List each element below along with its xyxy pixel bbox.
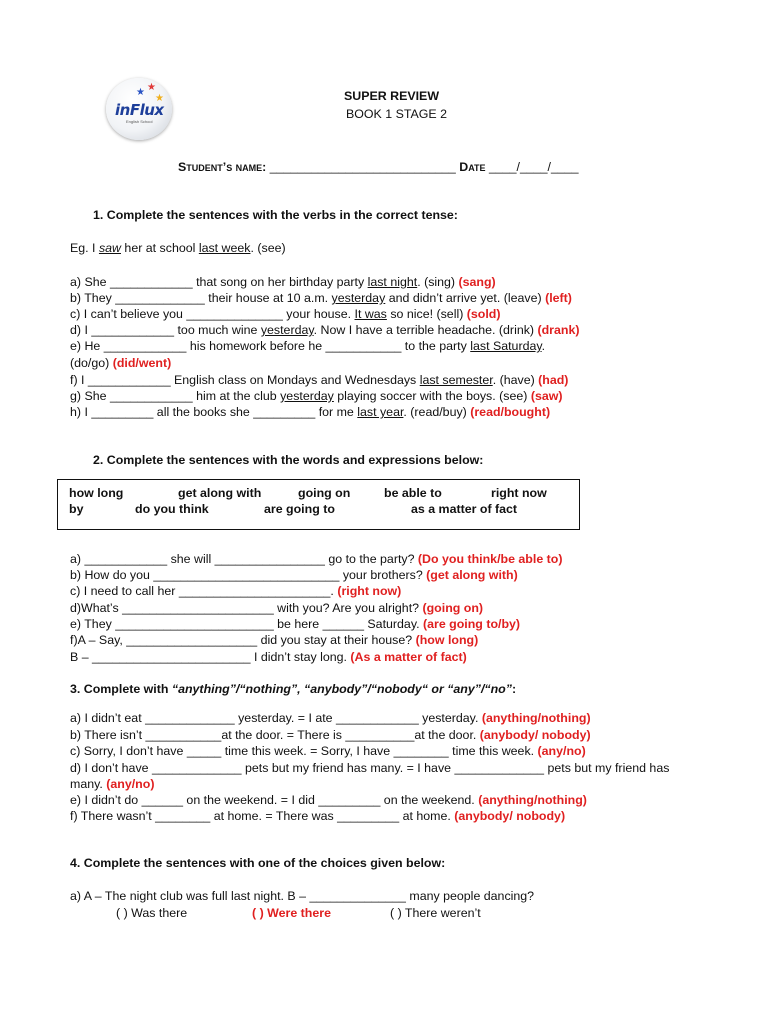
answer: (anybody/ nobody): [479, 728, 591, 742]
text: :: [511, 682, 517, 696]
text: B – _______________________ I didn’t stay long.: [70, 650, 351, 664]
time-marker: last semester: [419, 373, 493, 387]
answer: (anybody/ nobody): [454, 809, 566, 823]
answer: (left): [545, 291, 572, 305]
exercise-1d: [70, 322, 579, 338]
time-marker: last night: [367, 275, 418, 289]
exercise-3b: [70, 727, 591, 743]
exercise-1h: [70, 404, 550, 420]
answer: (right now): [337, 584, 402, 598]
exercise-2b: [70, 567, 518, 583]
text: . (read/buy): [403, 405, 471, 419]
exercise-3d: [70, 760, 669, 776]
text: her at school: [120, 241, 199, 255]
time-marker: yesterday: [260, 323, 314, 337]
text: so nice! (sell): [386, 307, 467, 321]
star-icon: ★: [136, 87, 145, 98]
section-2-heading: 2. Complete the sentences with the words and expressions below:: [93, 453, 484, 467]
section-1-heading: 1. Complete the sentences with the verbs in the correct tense:: [93, 208, 458, 222]
text: c) Sorry, I don’t have _____ time this week. = Sorry, I have ________ time this week.: [70, 744, 538, 758]
exercise-1e: [70, 338, 545, 354]
exercise-1e-cont: [70, 355, 171, 371]
exercise-2f-reply: [70, 649, 467, 665]
choice-2-correct: ( ) Were there: [252, 906, 331, 920]
time-marker: yesterday: [331, 291, 386, 305]
answer: (sang): [458, 275, 496, 289]
answer: (read/bought): [470, 405, 551, 419]
answer: (are going to/by): [422, 617, 521, 631]
word-bank-item: going on: [298, 486, 351, 500]
text: .: [541, 339, 546, 353]
exercise-2f: [70, 632, 478, 648]
answer: (sold): [466, 307, 501, 321]
example-line: [70, 240, 286, 256]
word-bank-item: get along with: [178, 486, 262, 500]
answer: (had): [538, 373, 569, 387]
text: d) I don’t have _____________ pets but my friend has many. = I have _____________ pets but my friend has: [70, 761, 670, 775]
student-info-row: [178, 160, 579, 174]
text: many.: [70, 777, 107, 791]
text: f) There wasn’t ________ at home. = There was _________ at home.: [70, 809, 455, 823]
exercise-4a: a) A – The night club was full last night. B – ______________ many people dancing?: [70, 889, 535, 903]
text: Eg. I: [70, 241, 99, 255]
text: playing soccer with the boys. (see): [333, 389, 531, 403]
text: h) I _________ all the books she _________ for me: [70, 405, 358, 419]
text: . (sing): [417, 275, 459, 289]
time-marker: yesterday: [280, 389, 334, 403]
answer: (any/no): [106, 777, 155, 791]
exercise-3a: [70, 710, 591, 726]
exercise-1b: [70, 290, 572, 306]
word-bank-item: are going to: [264, 502, 335, 516]
time-marker: last week: [198, 241, 251, 255]
choice-1: ( ) Was there: [116, 906, 188, 920]
text: f) I ____________ English class on Mondays and Wednesdays: [70, 373, 420, 387]
word-bank-box: [57, 479, 580, 530]
text: d) I ____________ too much wine: [70, 323, 261, 337]
time-marker: last Saturday: [470, 339, 542, 353]
page-subtitle: BOOK 1 STAGE 2: [346, 107, 447, 121]
exercise-3f: [70, 808, 565, 824]
text: e) I didn’t do ______ on the weekend. = I did _________ on the weekend.: [70, 793, 479, 807]
text: . Now I have a terrible headache. (drink): [313, 323, 538, 337]
section-4-heading: 4. Complete the sentences with one of the choices given below:: [70, 856, 446, 870]
answer: (did/went): [112, 356, 172, 370]
answer: (any/no): [537, 744, 586, 758]
date-blank: ____/____/____: [488, 160, 579, 174]
text: c) I can’t believe you ______________ your house.: [70, 307, 355, 321]
text: b) How do you ___________________________ your brothers?: [70, 568, 427, 582]
student-name-blank: ___________________________: [269, 160, 456, 174]
student-name-label: Student’s name:: [178, 160, 267, 174]
text: (do/go): [70, 356, 113, 370]
answer: (anything/nothing): [481, 711, 591, 725]
time-marker: It was: [354, 307, 387, 321]
answer: (saw): [530, 389, 563, 403]
text: a) I didn’t eat _____________ yesterday. = I ate ____________ yesterday.: [70, 711, 482, 725]
text: e) They _______________________ be here ______ Saturday.: [70, 617, 423, 631]
word-bank-item: how long: [69, 486, 124, 500]
exercise-1c: [70, 306, 501, 322]
exercise-1g: [70, 388, 563, 404]
heading-terms: “anything”/“nothing”, “anybody”/“nobody“ or “any”/“no”: [171, 682, 512, 696]
page-title: SUPER REVIEW: [344, 89, 440, 103]
exercise-2e: [70, 616, 520, 632]
text: b) They _____________ their house at 10 a.m.: [70, 291, 332, 305]
word-bank-item: do you think: [135, 502, 209, 516]
logo-subtext: English School: [126, 119, 153, 124]
text: . (see): [250, 241, 286, 255]
text: . (have): [492, 373, 539, 387]
text: e) He ____________ his homework before he ___________ to the party: [70, 339, 471, 353]
text: 3. Complete with: [70, 682, 172, 696]
exercise-2d: [70, 600, 483, 616]
exercise-2a: [70, 551, 562, 567]
time-marker: last year: [357, 405, 404, 419]
exercise-3e: [70, 792, 587, 808]
text: f)A – Say, ___________________ did you stay at their house?: [70, 633, 416, 647]
exercise-3c: [70, 743, 586, 759]
logo-text: inFlux: [115, 101, 164, 119]
word-bank-item: as a matter of fact: [411, 502, 518, 516]
star-icon: ★: [147, 82, 156, 93]
text: and didn’t arrive yet. (leave): [385, 291, 546, 305]
text: g) She ____________ him at the club: [70, 389, 281, 403]
answer: (Do you think/be able to): [417, 552, 563, 566]
text: a) ____________ she will ________________ go to the party?: [70, 552, 418, 566]
exercise-1f: [70, 372, 568, 388]
text: a) She ____________ that song on her birthday party: [70, 275, 368, 289]
answer: (As a matter of fact): [350, 650, 467, 664]
answer: (drank): [537, 323, 580, 337]
answer: (going on): [422, 601, 484, 615]
exercise-3d-cont: [70, 776, 154, 792]
school-logo: [106, 78, 172, 140]
answer: (how long): [415, 633, 479, 647]
answer: (anything/nothing): [478, 793, 587, 807]
word-bank-item: by: [69, 502, 84, 516]
text: d)What’s ______________________ with you? Are you alright?: [70, 601, 423, 615]
text: c) I need to call her ______________________.: [70, 584, 338, 598]
exercise-1a: [70, 274, 496, 290]
answer: (get along with): [426, 568, 518, 582]
date-label: Date: [459, 160, 486, 174]
word-bank-item: be able to: [384, 486, 442, 500]
star-icon: ★: [155, 93, 164, 104]
section-3-heading: [70, 682, 516, 696]
exercise-2c: [70, 583, 401, 599]
example-verb: saw: [98, 241, 121, 255]
word-bank-item: right now: [491, 486, 547, 500]
text: b) There isn’t ___________at the door. = There is __________at the door.: [70, 728, 480, 742]
choice-3: ( ) There weren’t: [390, 906, 481, 920]
